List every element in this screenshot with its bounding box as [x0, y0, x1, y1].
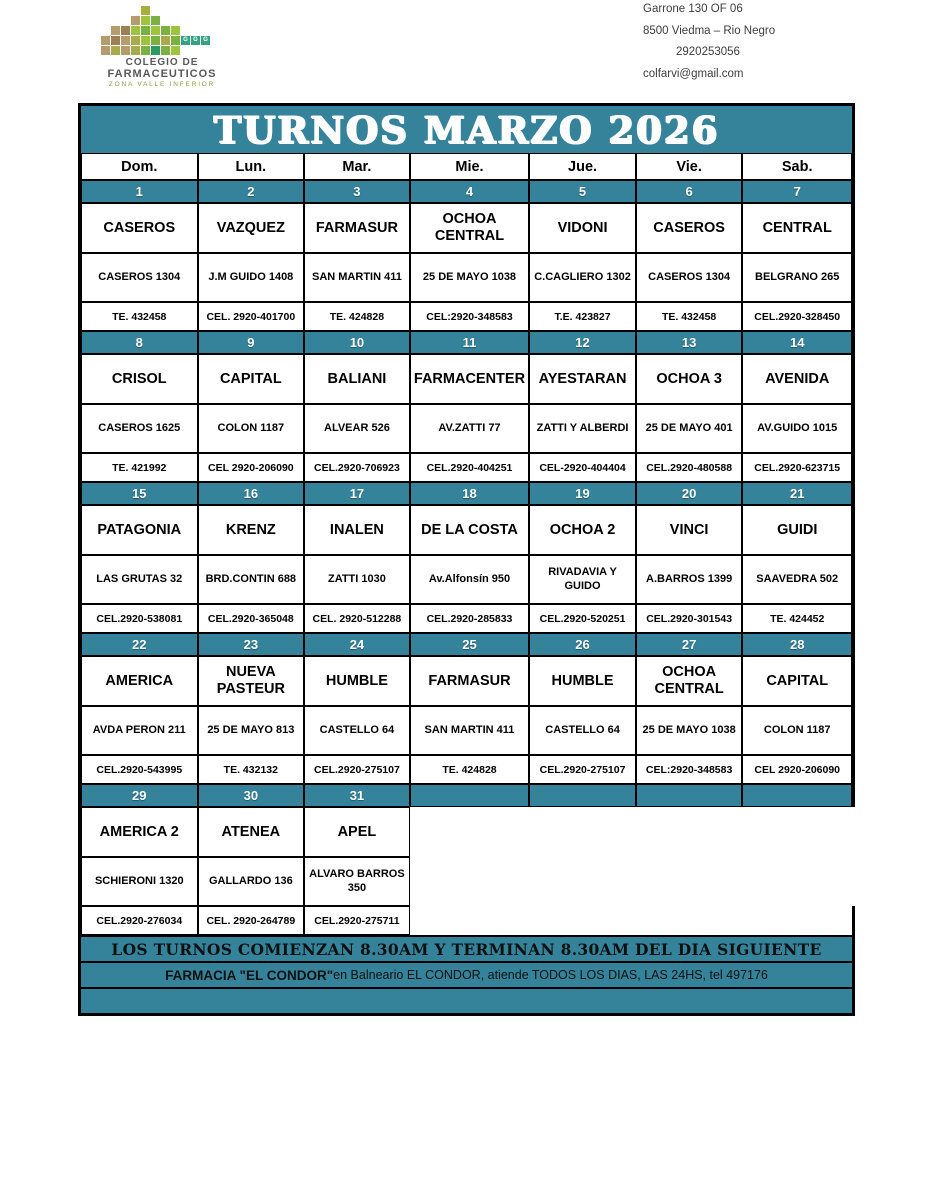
pharmacy-address-cell: C.CAGLIERO 1302 — [529, 253, 636, 302]
empty-cell — [742, 906, 852, 935]
pharmacy-phone-cell: TE. 424828 — [410, 755, 530, 784]
date-cell: 13 — [636, 331, 743, 354]
logo-mosaic-square — [131, 16, 140, 25]
empty-cell — [410, 807, 530, 857]
pharmacy-address-cell: 25 DE MAYO 1038 — [410, 253, 530, 302]
logo-mosaic-square — [121, 46, 130, 55]
note-condor-rest: en Balneario EL CONDOR, atiende TODOS LOS DIAS, LAS 24HS, tel 497176 — [333, 968, 768, 982]
pharmacy-address-cell: GALLARDO 136 — [198, 857, 305, 906]
logo-mosaic-square — [151, 46, 160, 55]
logo-mosaic-row — [101, 46, 223, 55]
logo-mosaic-square — [111, 36, 120, 45]
date-cell: 22 — [81, 633, 198, 656]
date-cell: 10 — [304, 331, 410, 354]
date-cell: 12 — [529, 331, 636, 354]
note-turnos-row — [81, 935, 855, 961]
empty-cell — [636, 906, 743, 935]
pharmacy-name-cell: CASEROS — [81, 203, 198, 253]
day-header-sab: Sab. — [742, 153, 852, 180]
pharmacy-address-cell: BRD.CONTIN 688 — [198, 555, 305, 604]
week-2-phone-row — [81, 453, 855, 482]
pharmacy-name-cell: KRENZ — [198, 505, 305, 555]
pharmacy-phone-cell: CEL. 2920-264789 — [198, 906, 305, 935]
logo-mosaic-row — [101, 26, 223, 35]
date-cell: 18 — [410, 482, 530, 505]
pharmacy-name-cell: APEL — [304, 807, 410, 857]
pharmacy-name-cell: FARMASUR — [410, 656, 530, 706]
logo-mosaic-square — [151, 26, 160, 35]
logo-mosaic-square — [141, 46, 150, 55]
pharmacy-phone-cell: CEL.2920-543995 — [81, 755, 198, 784]
date-cell: 20 — [636, 482, 743, 505]
logo-mosaic-square — [171, 36, 180, 45]
day-header-lun: Lun. — [198, 153, 305, 180]
contact-city: 8500 Viedma – Rio Negro — [643, 24, 776, 37]
week-5-date-row — [81, 784, 855, 807]
week-5-name-row — [81, 807, 855, 857]
logo-mosaic-square — [171, 46, 180, 55]
pharmacy-address-cell: ZATTI 1030 — [304, 555, 410, 604]
empty-cell — [636, 857, 743, 906]
pharmacy-phone-cell: CEL:2920-348583 — [636, 755, 743, 784]
logo-mosaic-square — [171, 26, 180, 35]
logo-mosaic-row — [101, 6, 223, 15]
day-header-jue: Jue. — [529, 153, 636, 180]
week-3-phone-row — [81, 604, 855, 633]
date-cell: 4 — [410, 180, 530, 203]
pharmacy-phone-cell: TE. 424828 — [304, 302, 410, 331]
pharmacy-name-cell: ATENEA — [198, 807, 305, 857]
pharmacy-name-cell: VAZQUEZ — [198, 203, 305, 253]
pharmacy-name-cell: CRISOL — [81, 354, 198, 404]
date-cell: 23 — [198, 633, 305, 656]
calendar-table — [78, 103, 855, 1016]
week-1-address-row — [81, 253, 855, 302]
logo-mosaic-square — [141, 6, 150, 15]
date-cell — [742, 784, 852, 807]
pharmacy-phone-cell: TE. 432458 — [636, 302, 743, 331]
logo-line2: FARMACEUTICOS — [107, 68, 217, 80]
logo-mosaic-row — [101, 36, 223, 45]
date-cell: 24 — [304, 633, 410, 656]
logo-mosaic-square — [141, 16, 150, 25]
pharmacy-address-cell: COLON 1187 — [198, 404, 305, 453]
logo-mosaic-gap — [111, 6, 120, 15]
week-1-phone-row — [81, 302, 855, 331]
logo-mosaic-square — [161, 26, 170, 35]
note-turnos-text: LOS TURNOS COMIENZAN 8.30AM Y TERMINAN 8.30AM DEL DIA SIGUIENTE — [111, 939, 822, 959]
pharmacy-phone-cell: CEL-2920-404404 — [529, 453, 636, 482]
pharmacy-name-cell: PATAGONIA — [81, 505, 198, 555]
note-condor-bold: FARMACIA "EL CONDOR" — [165, 967, 334, 983]
pharmacy-name-cell: OCHOA 3 — [636, 354, 743, 404]
date-cell: 14 — [742, 331, 852, 354]
day-header-mie: Mie. — [410, 153, 530, 180]
date-cell — [410, 784, 530, 807]
pharmacy-name-cell: FARMASUR — [304, 203, 410, 253]
pharmacy-name-cell: OCHOA 2 — [529, 505, 636, 555]
logo-mosaic-square: G — [191, 36, 200, 45]
pharmacy-address-cell: LAS GRUTAS 32 — [81, 555, 198, 604]
date-cell: 11 — [410, 331, 530, 354]
week-1-name-row — [81, 203, 855, 253]
empty-cell — [410, 857, 530, 906]
contact-phone: 2920253056 — [676, 46, 740, 58]
logo-mosaic-square — [111, 26, 120, 35]
pharmacy-address-cell: BELGRANO 265 — [742, 253, 852, 302]
pharmacy-name-cell: INALEN — [304, 505, 410, 555]
logo-mosaic-square — [131, 36, 140, 45]
week-1-date-row — [81, 180, 855, 203]
pharmacy-phone-cell: CEL.2920-275711 — [304, 906, 410, 935]
logo-mosaic-square — [131, 46, 140, 55]
logo-line3: ZONA VALLE INFERIOR — [108, 81, 216, 88]
empty-cell — [636, 807, 743, 857]
logo-mosaic-square — [151, 16, 160, 25]
date-cell: 15 — [81, 482, 198, 505]
logo-mosaic-gap — [131, 6, 140, 15]
pharmacy-address-cell: AV.GUIDO 1015 — [742, 404, 852, 453]
empty-cell — [529, 807, 636, 857]
pharmacy-name-cell: OCHOA CENTRAL — [636, 656, 743, 706]
pharmacy-phone-cell: CEL 2920-206090 — [198, 453, 305, 482]
pharmacy-phone-cell: CEL.2920-301543 — [636, 604, 743, 633]
pharmacy-address-cell: AV.ZATTI 77 — [410, 404, 530, 453]
pharmacy-phone-cell: CEL.2920-538081 — [81, 604, 198, 633]
date-cell: 26 — [529, 633, 636, 656]
date-cell: 25 — [410, 633, 530, 656]
day-header-mar: Mar. — [304, 153, 410, 180]
pharmacy-address-cell: 25 DE MAYO 813 — [198, 706, 305, 755]
empty-cell — [742, 857, 852, 906]
empty-cell — [529, 906, 636, 935]
pharmacy-phone-cell: CEL.2920-328450 — [742, 302, 852, 331]
calendar-title: TURNOS MARZO 2026 — [213, 107, 720, 152]
date-cell — [636, 784, 743, 807]
pharmacy-phone-cell: TE. 421992 — [81, 453, 198, 482]
date-cell: 1 — [81, 180, 198, 203]
logo-mosaic-square — [141, 26, 150, 35]
pharmacy-name-cell: HUMBLE — [529, 656, 636, 706]
pharmacy-address-cell: RIVADAVIA Y GUIDO — [529, 555, 636, 604]
week-2-address-row — [81, 404, 855, 453]
pharmacy-phone-cell: CEL:2920-348583 — [410, 302, 530, 331]
pharmacy-address-cell: AVDA PERON 211 — [81, 706, 198, 755]
logo-mosaic-square — [121, 26, 130, 35]
date-cell — [529, 784, 636, 807]
day-header-vie: Vie. — [636, 153, 743, 180]
pharmacy-address-cell: Av.Alfonsín 950 — [410, 555, 530, 604]
logo-mosaic-square — [161, 46, 170, 55]
pharmacy-name-cell: BALIANI — [304, 354, 410, 404]
pharmacy-address-cell: SAN MARTIN 411 — [410, 706, 530, 755]
contact-block — [643, 3, 775, 89]
pharmacy-name-cell: CAPITAL — [198, 354, 305, 404]
pharmacy-address-cell: J.M GUIDO 1408 — [198, 253, 305, 302]
pharmacy-name-cell: AMERICA 2 — [81, 807, 198, 857]
logo-mosaic-square — [101, 46, 110, 55]
pharmacy-address-cell: CASEROS 1304 — [81, 253, 198, 302]
contact-address: Garrone 130 OF 06 — [643, 3, 743, 15]
note-empty-row — [81, 987, 855, 1013]
logo-mosaic-square — [131, 26, 140, 35]
date-cell: 3 — [304, 180, 410, 203]
date-cell: 2 — [198, 180, 305, 203]
logo-mosaic-gap — [111, 16, 120, 25]
logo-mosaic-square — [151, 36, 160, 45]
logo-mosaic-gap — [101, 26, 110, 35]
week-2-date-row — [81, 331, 855, 354]
logo-mosaic-gap — [121, 16, 130, 25]
logo-mosaic-square: G — [181, 36, 190, 45]
pharmacy-phone-cell: CEL.2920-520251 — [529, 604, 636, 633]
logo-mosaic-square — [141, 36, 150, 45]
pharmacy-phone-cell: CEL.2920-480588 — [636, 453, 743, 482]
pharmacy-phone-cell: CEL. 2920-512288 — [304, 604, 410, 633]
week-5-address-row — [81, 857, 855, 906]
pharmacy-name-cell: AYESTARAN — [529, 354, 636, 404]
date-cell: 29 — [81, 784, 198, 807]
contact-email: colfarvi@gmail.com — [643, 67, 744, 80]
pharmacy-name-cell: AVENIDA — [742, 354, 852, 404]
pharmacy-address-cell: CASEROS 1625 — [81, 404, 198, 453]
pharmacy-address-cell: CASEROS 1304 — [636, 253, 743, 302]
pharmacy-phone-cell: TE. 432458 — [81, 302, 198, 331]
pharmacy-phone-cell: CEL 2920-206090 — [742, 755, 852, 784]
empty-cell — [742, 807, 852, 857]
pharmacy-phone-cell: CEL.2920-275107 — [529, 755, 636, 784]
week-4-address-row — [81, 706, 855, 755]
week-3-name-row — [81, 505, 855, 555]
date-cell: 27 — [636, 633, 743, 656]
logo-mosaic-square — [111, 46, 120, 55]
logo-mosaic-square — [121, 36, 130, 45]
pharmacy-name-cell: AMERICA — [81, 656, 198, 706]
pharmacy-phone-cell: TE. 424452 — [742, 604, 852, 633]
pharmacy-name-cell: VINCI — [636, 505, 743, 555]
logo-mosaic-square: G — [201, 36, 210, 45]
pharmacy-name-cell: NUEVA PASTEUR — [198, 656, 305, 706]
pharmacy-address-cell: SAAVEDRA 502 — [742, 555, 852, 604]
pharmacy-address-cell: ALVARO BARROS 350 — [304, 857, 410, 906]
week-2-name-row — [81, 354, 855, 404]
date-cell: 6 — [636, 180, 743, 203]
week-5-phone-row — [81, 906, 855, 935]
pharmacy-name-cell: GUIDI — [742, 505, 852, 555]
pharmacy-phone-cell: CEL.2920-365048 — [198, 604, 305, 633]
pharmacy-address-cell: 25 DE MAYO 1038 — [636, 706, 743, 755]
date-cell: 9 — [198, 331, 305, 354]
pharmacy-phone-cell: CEL.2920-706923 — [304, 453, 410, 482]
logo-mosaic-gap — [101, 16, 110, 25]
week-3-date-row — [81, 482, 855, 505]
pharmacy-name-cell: CASEROS — [636, 203, 743, 253]
pharmacy-address-cell: CASTELLO 64 — [304, 706, 410, 755]
pharmacy-name-cell: VIDONI — [529, 203, 636, 253]
date-cell: 19 — [529, 482, 636, 505]
note-condor-row — [81, 961, 855, 987]
logo-mosaic-gap — [121, 6, 130, 15]
pharmacy-phone-cell: CEL.2920-276034 — [81, 906, 198, 935]
day-header-dom: Dom. — [81, 153, 198, 180]
empty-cell — [410, 906, 530, 935]
pharmacy-name-cell: HUMBLE — [304, 656, 410, 706]
pharmacy-phone-cell: T.E. 423827 — [529, 302, 636, 331]
date-cell: 17 — [304, 482, 410, 505]
date-cell: 30 — [198, 784, 305, 807]
pharmacy-address-cell: SAN MARTIN 411 — [304, 253, 410, 302]
logo-mosaic-square — [161, 36, 170, 45]
pharmacy-name-cell: OCHOA CENTRAL — [410, 203, 530, 253]
logo-mosaic-square — [101, 36, 110, 45]
logo-mosaic-row — [101, 16, 223, 25]
pharmacy-phone-cell: CEL.2920-623715 — [742, 453, 852, 482]
week-3-address-row — [81, 555, 855, 604]
date-cell: 7 — [742, 180, 852, 203]
logo-line1: COLEGIO DE — [125, 57, 199, 68]
date-cell: 8 — [81, 331, 198, 354]
date-cell: 28 — [742, 633, 852, 656]
pharmacy-phone-cell: CEL. 2920-401700 — [198, 302, 305, 331]
pharmacy-address-cell: COLON 1187 — [742, 706, 852, 755]
pharmacy-name-cell: CENTRAL — [742, 203, 852, 253]
date-cell: 21 — [742, 482, 852, 505]
logo-mosaic-gap — [101, 6, 110, 15]
pharmacy-name-cell: FARMACENTER — [410, 354, 530, 404]
date-cell: 5 — [529, 180, 636, 203]
logo-mosaic-icon — [101, 6, 223, 55]
date-cell: 16 — [198, 482, 305, 505]
pharmacy-phone-cell: CEL.2920-285833 — [410, 604, 530, 633]
week-4-phone-row — [81, 755, 855, 784]
pharmacy-phone-cell: TE. 432132 — [198, 755, 305, 784]
pharmacy-address-cell: CASTELLO 64 — [529, 706, 636, 755]
pharmacy-name-cell: CAPITAL — [742, 656, 852, 706]
date-cell: 31 — [304, 784, 410, 807]
pharmacy-address-cell: ALVEAR 526 — [304, 404, 410, 453]
empty-cell — [529, 857, 636, 906]
pharmacy-name-cell: DE LA COSTA — [410, 505, 530, 555]
day-header-row — [81, 153, 855, 180]
week-4-name-row — [81, 656, 855, 706]
pharmacy-phone-cell: CEL.2920-275107 — [304, 755, 410, 784]
calendar-weeks — [81, 180, 855, 935]
pharmacy-address-cell: SCHIERONI 1320 — [81, 857, 198, 906]
pharmacy-address-cell: ZATTI Y ALBERDI — [529, 404, 636, 453]
pharmacy-phone-cell: CEL.2920-404251 — [410, 453, 530, 482]
logo — [96, 6, 228, 88]
pharmacy-address-cell: A.BARROS 1399 — [636, 555, 743, 604]
calendar-title-band — [81, 106, 855, 153]
pharmacy-address-cell: 25 DE MAYO 401 — [636, 404, 743, 453]
week-4-date-row — [81, 633, 855, 656]
